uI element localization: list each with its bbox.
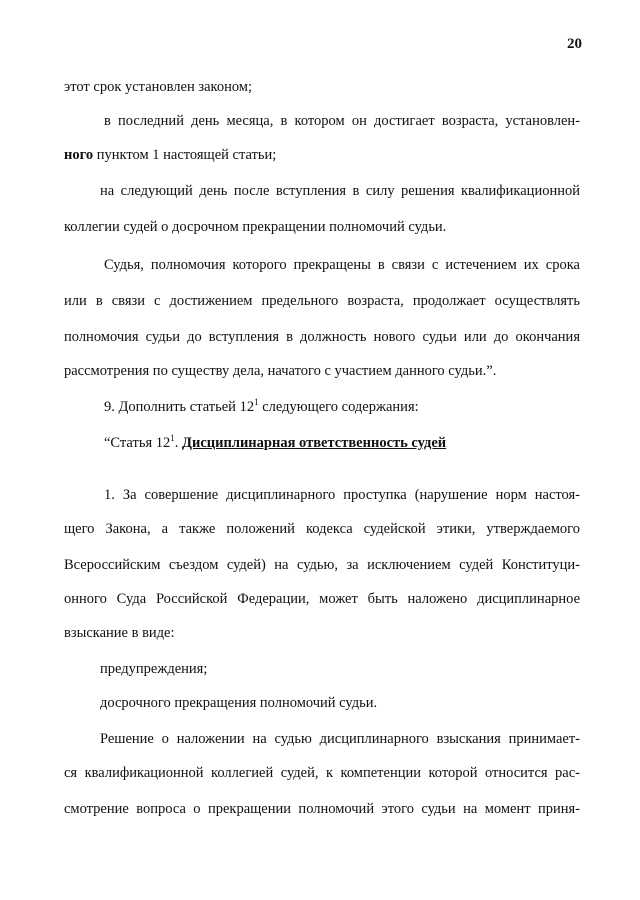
article-heading <box>104 434 580 452</box>
text-line: в последний день месяца, в котором он достигает возраста, установлен- <box>104 113 580 129</box>
text-line: Судья, полномочия которого прекращены в связи с истечением их срока <box>104 257 580 273</box>
text-line: взыскание в виде: <box>64 625 175 641</box>
text-line: или в связи с достижением предельного возраста, продолжает осуществлять <box>64 293 580 309</box>
text-line <box>64 146 580 164</box>
text-line: коллегии судей о досрочном прекращении полномочий судьи. <box>64 219 447 235</box>
bold-fragment: ного <box>64 147 94 163</box>
text-fragment: 9. Дополнить статьей 12 <box>104 399 255 415</box>
text-fragment: пунктом 1 настоящей статьи; <box>93 147 277 163</box>
text-line: щего Закона, а также положений кодекса судейской этики, утверждаемого <box>64 521 580 537</box>
text-line: на следующий день после вступления в силу решения квалификационной <box>100 183 580 199</box>
instruction-line <box>104 398 580 416</box>
superscript: 1 <box>254 397 259 408</box>
superscript: 1 <box>170 433 175 444</box>
text-line: Решение о наложении на судью дисциплинарного взыскания принимает- <box>100 731 580 747</box>
page-number: 20 <box>567 36 582 52</box>
text-fragment: “Статья 12 <box>104 435 171 451</box>
article-title: Дисциплинарная ответственность судей <box>181 435 447 451</box>
text-line: 1. За совершение дисциплинарного проступка (нарушение норм настоя- <box>104 487 580 503</box>
text-fragment: следующего содержания: <box>258 399 419 415</box>
text-line: этот срок установлен законом; <box>64 79 253 95</box>
text-line: Всероссийским съездом судей) на судью, за исключением судей Конституци- <box>64 557 580 573</box>
text-line: смотрение вопроса о прекращении полномочий этого судьи на момент приня- <box>64 801 580 817</box>
text-line: досрочного прекращения полномочий судьи. <box>100 695 378 711</box>
text-line: рассмотрения по существу дела, начатого с участием данного судьи.”. <box>64 363 497 379</box>
text-line: полномочия судьи до вступления в должность нового судьи или до окончания <box>64 329 580 345</box>
text-line: предупреждения; <box>100 661 208 677</box>
text-line: онного Суда Российской Федерации, может быть наложено дисциплинарное <box>64 591 580 607</box>
text-line: ся квалификационной коллегией судей, к компетенции которой относится рас- <box>64 765 580 781</box>
text-fragment: . <box>174 435 182 451</box>
